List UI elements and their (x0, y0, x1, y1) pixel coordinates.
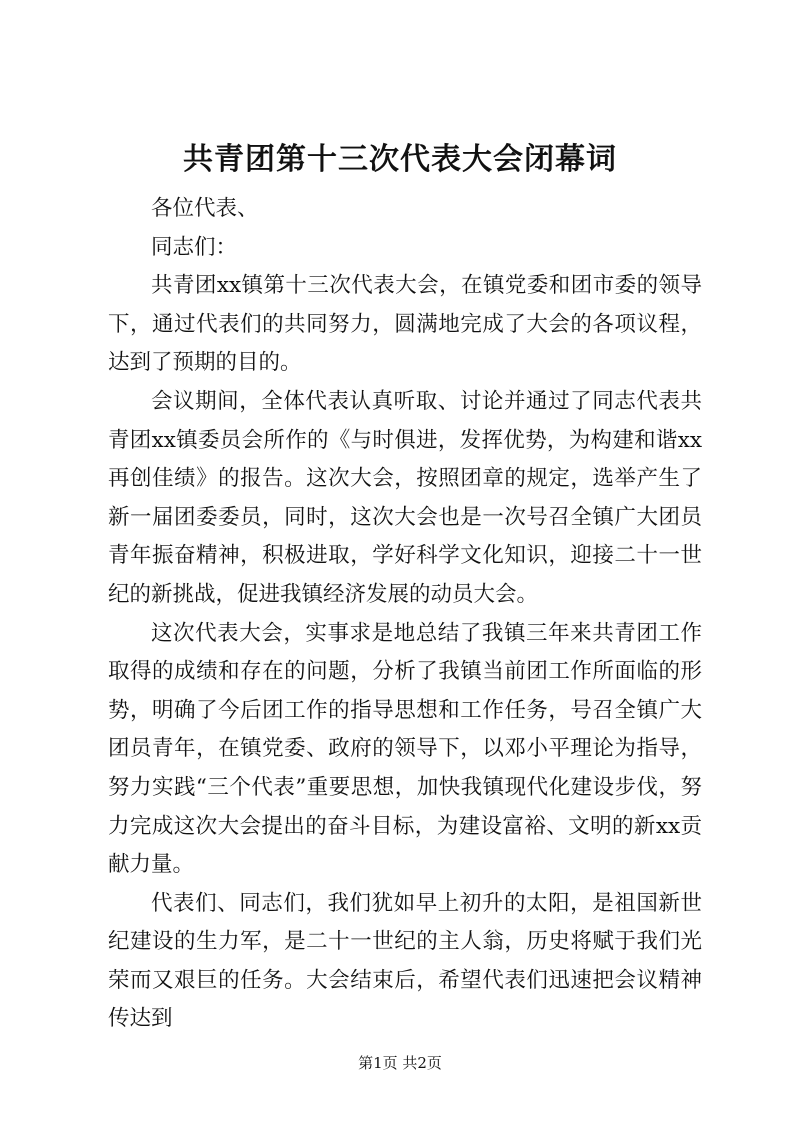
paragraph-salutation-2: 同志们： (151, 234, 238, 260)
document-body (108, 190, 702, 1039)
paragraph-salutation-1: 各位代表、 (151, 196, 259, 221)
document-title: 共青团第十三次代表大会闭幕词 (183, 142, 617, 177)
page-footer: 第1页 共2页 (358, 1054, 442, 1072)
paragraph-3: 这次代表大会，实事求是地总结了我镇三年来共青团工作取得的成绩和存在的问题，分析了我镇当前团工作所面临的形势，明确了今后团工作的指导思想和工作任务，号召全镇广大团员青年，在镇党委、政府的领导下，以邓小平理论为指导，努力实践“三个代表”重要思想，加快我镇现代化建设步伐，努力完成这次大会提出的奋斗目标，为建设富裕、文明的新xx贡献力量。 (108, 620, 702, 878)
paragraph-1: 共青团xx镇第十三次代表大会，在镇党委和团市委的领导下，通过代表们的共同努力，圆满地完成了大会的各项议程，达到了预期的目的。 (108, 273, 702, 376)
paragraph-2: 会议期间，全体代表认真听取、讨论并通过了同志代表共青团xx镇委员会所作的《与时俱进，发挥优势，为构建和谐xx再创佳绩》的报告。这次大会，按照团章的规定，选举产生了新一届团委委员，同时，这次大会也是一次号召全镇广大团员青年振奋精神，积极进取，学好科学文化知识，迎接二十一世纪的新挑战，促进我镇经济发展的动员大会。 (108, 388, 702, 607)
paragraph-4: 代表们、同志们，我们犹如早上初升的太阳，是祖国新世纪建设的生力军，是二十一世纪的主人翁，历史将赋于我们光荣而又艰巨的任务。大会结束后，希望代表们迅速把会议精神传达到 (108, 890, 702, 1032)
